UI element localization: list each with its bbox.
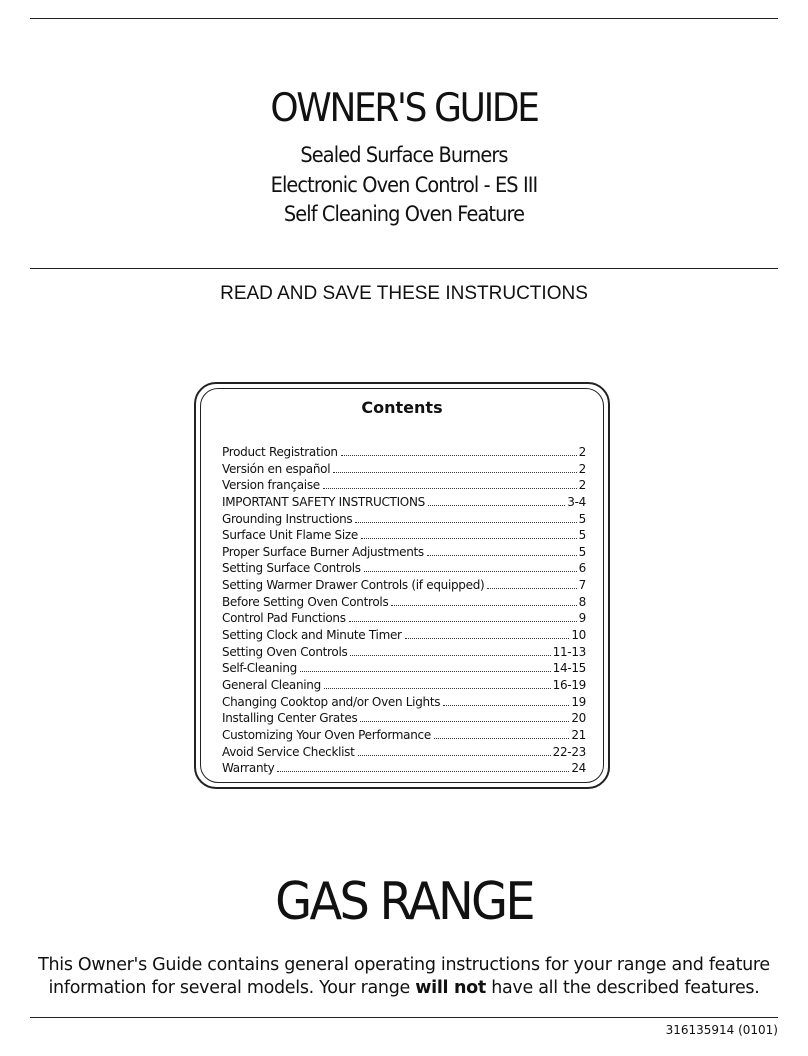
toc-entry-title: Surface Unit Flame Size [222, 528, 358, 543]
toc-entry-leader [341, 455, 577, 456]
toc-entry-title: Setting Surface Controls [222, 561, 361, 576]
toc-entry-title: General Cleaning [222, 677, 321, 692]
toc-entry-leader [361, 538, 577, 539]
toc-entry-page: 19 [571, 694, 586, 709]
toc-entry [222, 527, 586, 544]
toc-entry [222, 710, 586, 727]
toc-entry-title: Setting Clock and Minute Timer [222, 628, 402, 643]
toc-entry-leader [355, 522, 576, 523]
toc-entry [222, 511, 586, 528]
toc-entry-title: Warranty [222, 761, 275, 776]
toc-entry [222, 727, 586, 744]
toc-entry-page: 21 [571, 727, 586, 742]
models-note-text-2: have all the described features. [485, 978, 760, 998]
toc-entry-leader [350, 655, 550, 656]
toc-entry-leader [358, 755, 551, 756]
toc-entry-title: Before Setting Oven Controls [222, 594, 389, 609]
subtitle-oven-control: Electronic Oven Control - ES III [270, 173, 538, 198]
toc-entry-title: Proper Surface Burner Adjustments [222, 544, 424, 559]
toc-entry [222, 494, 586, 511]
toc-entry-page: 16-19 [552, 677, 586, 692]
toc-entry [222, 461, 586, 478]
toc-entry-page: 11-13 [552, 644, 586, 659]
toc-entry-page: 8 [578, 594, 586, 609]
toc-entry-leader [300, 671, 551, 672]
toc-entry-page: 14-15 [552, 661, 586, 676]
toc-entry [222, 760, 586, 777]
toc-entry-title: Self-Cleaning [222, 661, 297, 676]
toc-entry [222, 610, 586, 627]
toc-entry-leader [443, 705, 569, 706]
toc-entry-leader [324, 688, 551, 689]
toc-entry-page: 7 [578, 578, 586, 593]
toc-entry-leader [434, 738, 569, 739]
toc-entry-leader [405, 638, 570, 639]
toc-entry [222, 544, 586, 561]
toc-entry-page: 5 [578, 528, 586, 543]
toc-entry [222, 644, 586, 661]
toc-entry-leader [349, 621, 577, 622]
toc-entry [222, 627, 586, 644]
toc-entry-leader [364, 571, 577, 572]
toc-entry-title: Product Registration [222, 445, 338, 459]
table-of-contents [222, 444, 586, 777]
toc-entry [222, 444, 586, 461]
page-title: OWNER'S GUIDE [270, 86, 538, 131]
toc-entry-leader [277, 771, 569, 772]
toc-entry-leader [487, 588, 576, 589]
contents-heading: Contents [361, 398, 443, 417]
toc-entry-page: 2 [578, 478, 586, 493]
toc-entry-title: Version française [222, 478, 320, 493]
part-number: 316135914 (0101) [665, 1023, 778, 1037]
toc-entry-leader [428, 505, 565, 506]
toc-entry [222, 660, 586, 677]
toc-entry-leader [333, 472, 576, 473]
toc-entry-leader [360, 721, 569, 722]
models-note-text-1: This Owner's Guide contains general operating instructions for your range and feature information for several models. Your range [38, 955, 770, 998]
toc-entry-page: 5 [578, 544, 586, 559]
toc-entry-title: Changing Cooktop and/or Oven Lights [222, 694, 441, 709]
toc-entry-title: IMPORTANT SAFETY INSTRUCTIONS [222, 494, 425, 509]
top-rule [30, 18, 778, 19]
read-save-instructions: READ AND SAVE THESE INSTRUCTIONS [220, 283, 588, 304]
toc-entry-title: Setting Oven Controls [222, 644, 348, 659]
toc-entry-leader [323, 488, 577, 489]
subtitle-self-cleaning: Self Cleaning Oven Feature [283, 202, 525, 227]
toc-entry-title: Setting Warmer Drawer Controls (if equipped) [222, 578, 485, 593]
toc-entry [222, 694, 586, 711]
models-note-bold: will not [415, 978, 486, 998]
toc-entry-leader [391, 605, 576, 606]
toc-entry-title: Customizing Your Oven Performance [222, 727, 431, 742]
toc-entry [222, 677, 586, 694]
toc-entry-page: 24 [571, 761, 586, 776]
toc-entry-page: 5 [578, 511, 586, 526]
toc-entry-page: 6 [578, 561, 586, 576]
toc-entry-title: Installing Center Grates [222, 711, 358, 726]
models-note [20, 954, 788, 1000]
toc-entry [222, 477, 586, 494]
toc-entry-title: Versión en español [222, 461, 331, 476]
toc-entry-page: 22-23 [552, 744, 586, 759]
subtitle-sealed-burners: Sealed Surface Burners [300, 143, 508, 168]
toc-entry [222, 577, 586, 594]
toc-entry-page: 3-4 [567, 494, 586, 509]
product-name: GAS RANGE [275, 872, 533, 932]
toc-entry-title: Control Pad Functions [222, 611, 346, 626]
toc-entry-page: 10 [571, 628, 586, 643]
toc-entry-title: Grounding Instructions [222, 511, 353, 526]
toc-entry [222, 594, 586, 611]
toc-entry-page: 20 [571, 711, 586, 726]
toc-entry [222, 560, 586, 577]
toc-entry-title: Avoid Service Checklist [222, 744, 355, 759]
toc-entry-leader [427, 555, 577, 556]
toc-entry [222, 744, 586, 761]
toc-entry-page: 9 [578, 611, 586, 626]
toc-entry-page: 2 [578, 445, 586, 459]
bottom-rule [30, 1017, 778, 1018]
toc-entry-page: 2 [578, 461, 586, 476]
middle-rule [30, 268, 778, 269]
